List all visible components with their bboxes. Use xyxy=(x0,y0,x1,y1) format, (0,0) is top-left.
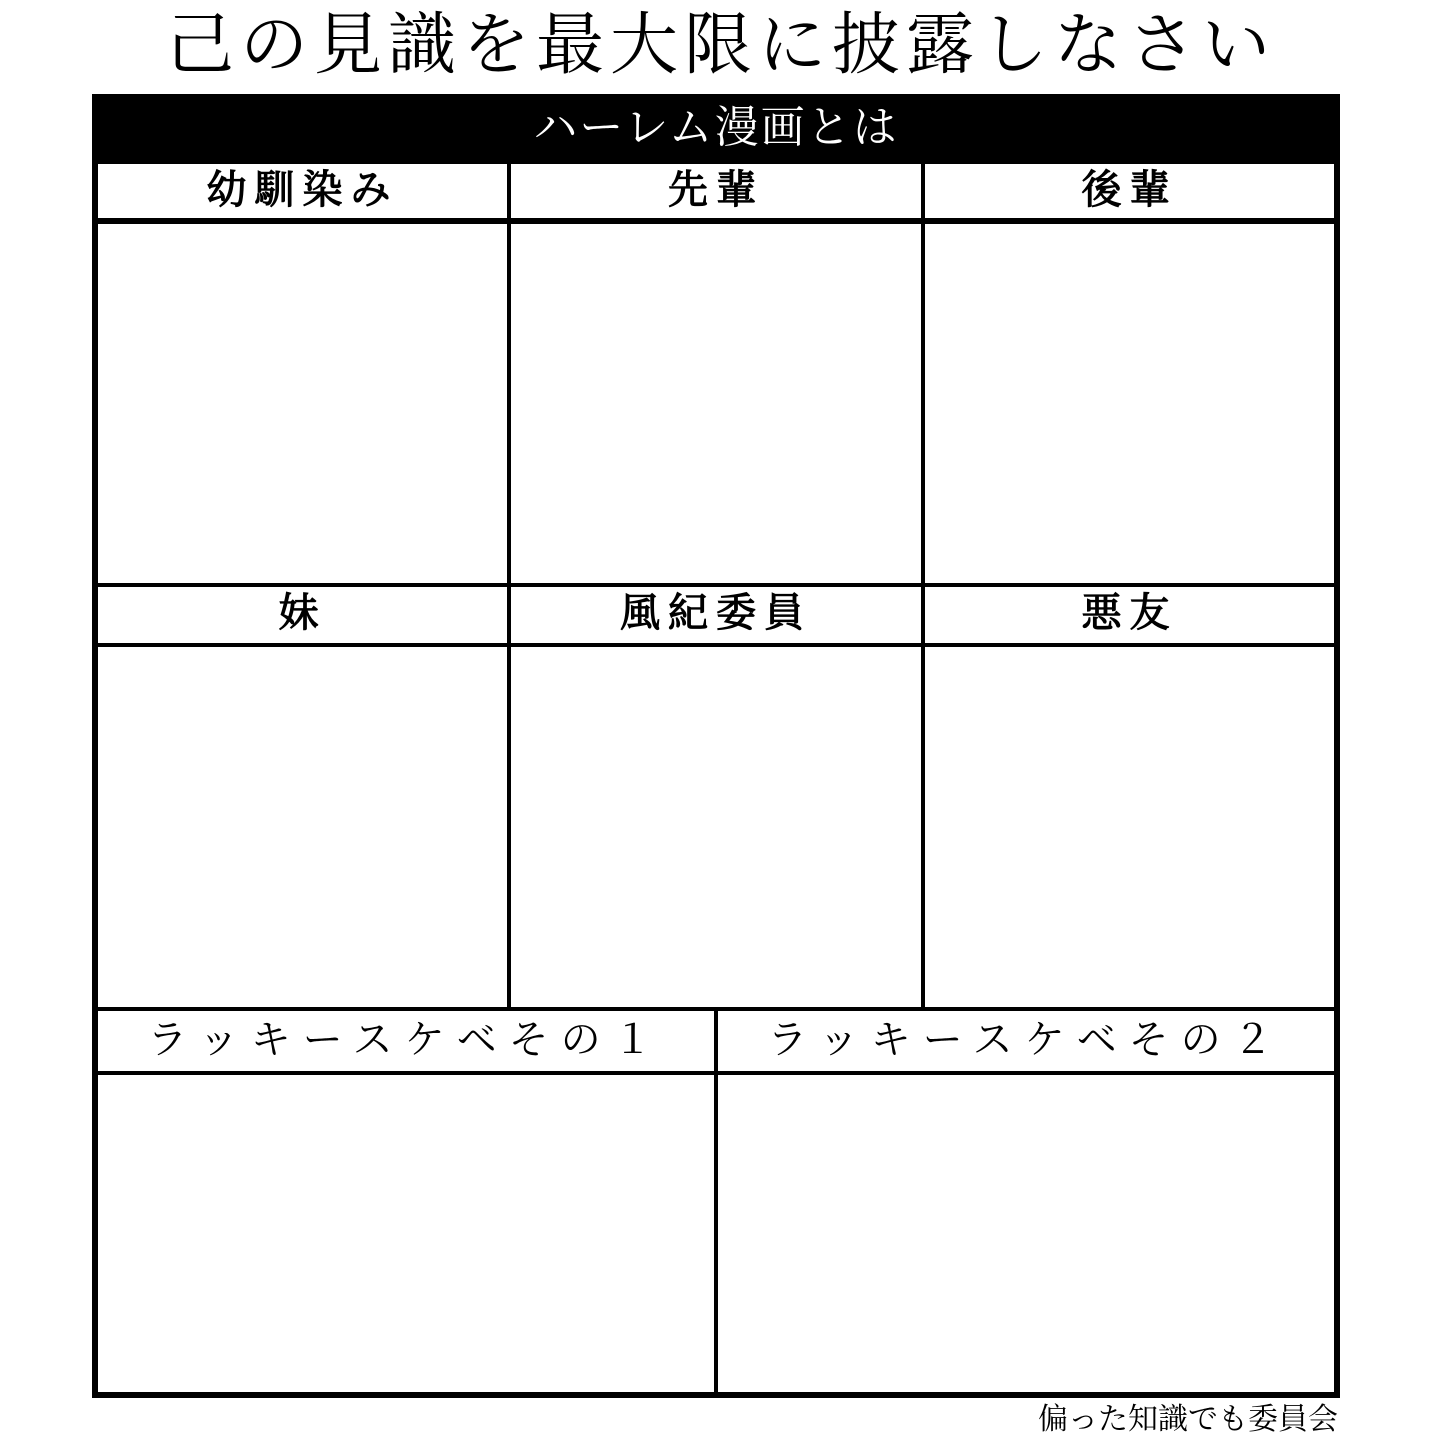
cell-box-lucky-pervert-1[interactable] xyxy=(95,1072,717,1395)
cell-header-senpai: 先輩 xyxy=(508,161,924,221)
cell-box-lucky-pervert-2[interactable] xyxy=(715,1072,1337,1395)
cell-box-kohai[interactable] xyxy=(922,221,1337,586)
cell-box-senpai[interactable] xyxy=(508,221,924,586)
cell-header-bad-friend: 悪友 xyxy=(922,584,1337,646)
cell-header-kohai: 後輩 xyxy=(922,161,1337,221)
cell-box-disciplinary-committee[interactable] xyxy=(508,644,924,1010)
cell-header-disciplinary-committee: 風紀委員 xyxy=(508,584,924,646)
credit-text: 偏った知識でも委員会 xyxy=(1038,1402,1338,1437)
cell-box-little-sister[interactable] xyxy=(95,644,510,1010)
cell-box-childhood-friend[interactable] xyxy=(95,221,510,586)
cell-header-lucky-pervert-2: ラッキースケベその２ xyxy=(715,1008,1337,1074)
page-title: 己の見識を最大限に披露しなさい xyxy=(165,6,1276,85)
cell-box-bad-friend[interactable] xyxy=(922,644,1337,1010)
cell-header-childhood-friend: 幼馴染み xyxy=(95,161,510,221)
template-grid xyxy=(92,94,1340,1398)
cell-header-little-sister: 妹 xyxy=(95,584,510,646)
banner-heading: ハーレム漫画とは xyxy=(95,97,1337,161)
cell-header-lucky-pervert-1: ラッキースケベその１ xyxy=(95,1008,717,1074)
